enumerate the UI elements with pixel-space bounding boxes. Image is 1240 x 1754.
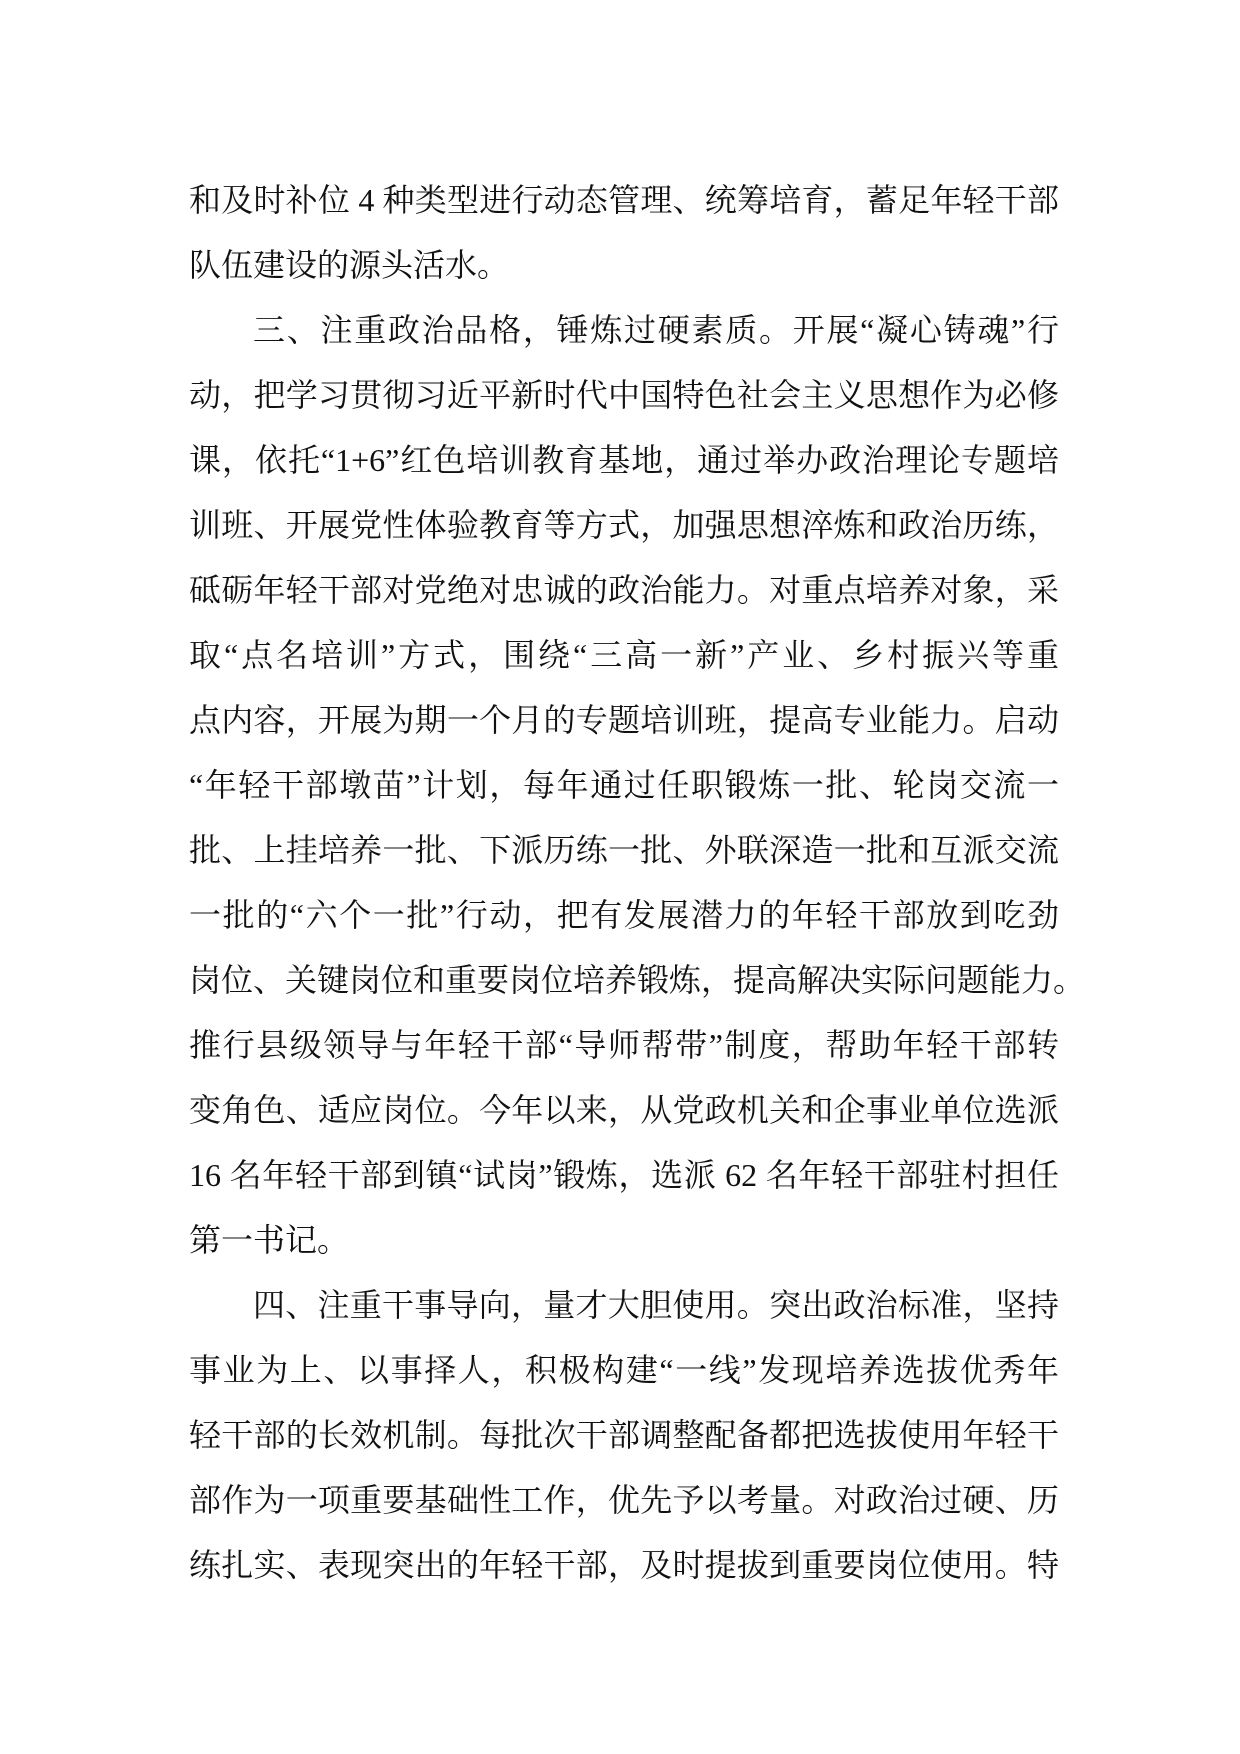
text-line: 轻干部的长效机制。每批次干部调整配备都把选拔使用年轻干 bbox=[189, 1417, 1059, 1453]
text-line: 点内容，开展为期一个月的专题培训班，提高专业能力。启动 bbox=[189, 702, 1059, 738]
text-line: 队伍建设的源头活水。 bbox=[189, 247, 510, 283]
text-line: 和及时补位 4 种类型进行动态管理、统筹培育，蓄足年轻干部 bbox=[189, 182, 1059, 218]
text-line: 部作为一项重要基础性工作，优先予以考量。对政治过硬、历 bbox=[189, 1482, 1059, 1518]
text-line: 四、注重干事导向，量才大胆使用。突出政治标准，坚持 bbox=[253, 1287, 1059, 1323]
text-line: 取“点名培训”方式，围绕“三高一新”产业、乡村振兴等重 bbox=[189, 637, 1059, 673]
text-line: 训班、开展党性体验教育等方式，加强思想淬炼和政治历练， bbox=[189, 507, 1059, 543]
text-line: 砥砺年轻干部对党绝对忠诚的政治能力。对重点培养对象，采 bbox=[189, 572, 1059, 608]
text-line: “年轻干部墩苗”计划，每年通过任职锻炼一批、轮岗交流一 bbox=[189, 767, 1059, 803]
paragraph-section-three bbox=[189, 298, 1086, 1273]
text-line: 事业为上、以事择人，积极构建“一线”发现培养选拔优秀年 bbox=[189, 1352, 1059, 1388]
text-line: 推行县级领导与年轻干部“导师帮带”制度，帮助年轻干部转 bbox=[189, 1027, 1059, 1063]
text-line: 变角色、适应岗位。今年以来，从党政机关和企事业单位选派 bbox=[189, 1092, 1059, 1128]
paragraph-section-four bbox=[189, 1273, 1059, 1598]
text-line: 课，依托“1+6”红色培训教育基地，通过举办政治理论专题培 bbox=[189, 442, 1059, 478]
text-line: 三、注重政治品格，锤炼过硬素质。开展“凝心铸魂”行 bbox=[253, 312, 1059, 348]
text-line: 动，把学习贯彻习近平新时代中国特色社会主义思想作为必修 bbox=[189, 377, 1059, 413]
text-line: 一批的“六个一批”行动，把有发展潜力的年轻干部放到吃劲 bbox=[189, 897, 1059, 933]
body-text bbox=[189, 168, 1086, 1598]
text-line: 16 名年轻干部到镇“试岗”锻炼，选派 62 名年轻干部驻村担任 bbox=[189, 1157, 1059, 1193]
text-line: 第一书记。 bbox=[189, 1222, 350, 1258]
text-line: 岗位、关键岗位和重要岗位培养锻炼，提高解决实际问题能力。 bbox=[189, 962, 1086, 998]
paragraph-continued bbox=[189, 168, 1059, 298]
text-line: 批、上挂培养一批、下派历练一批、外联深造一批和互派交流 bbox=[189, 832, 1059, 868]
text-line: 练扎实、表现突出的年轻干部，及时提拔到重要岗位使用。特 bbox=[189, 1547, 1059, 1583]
